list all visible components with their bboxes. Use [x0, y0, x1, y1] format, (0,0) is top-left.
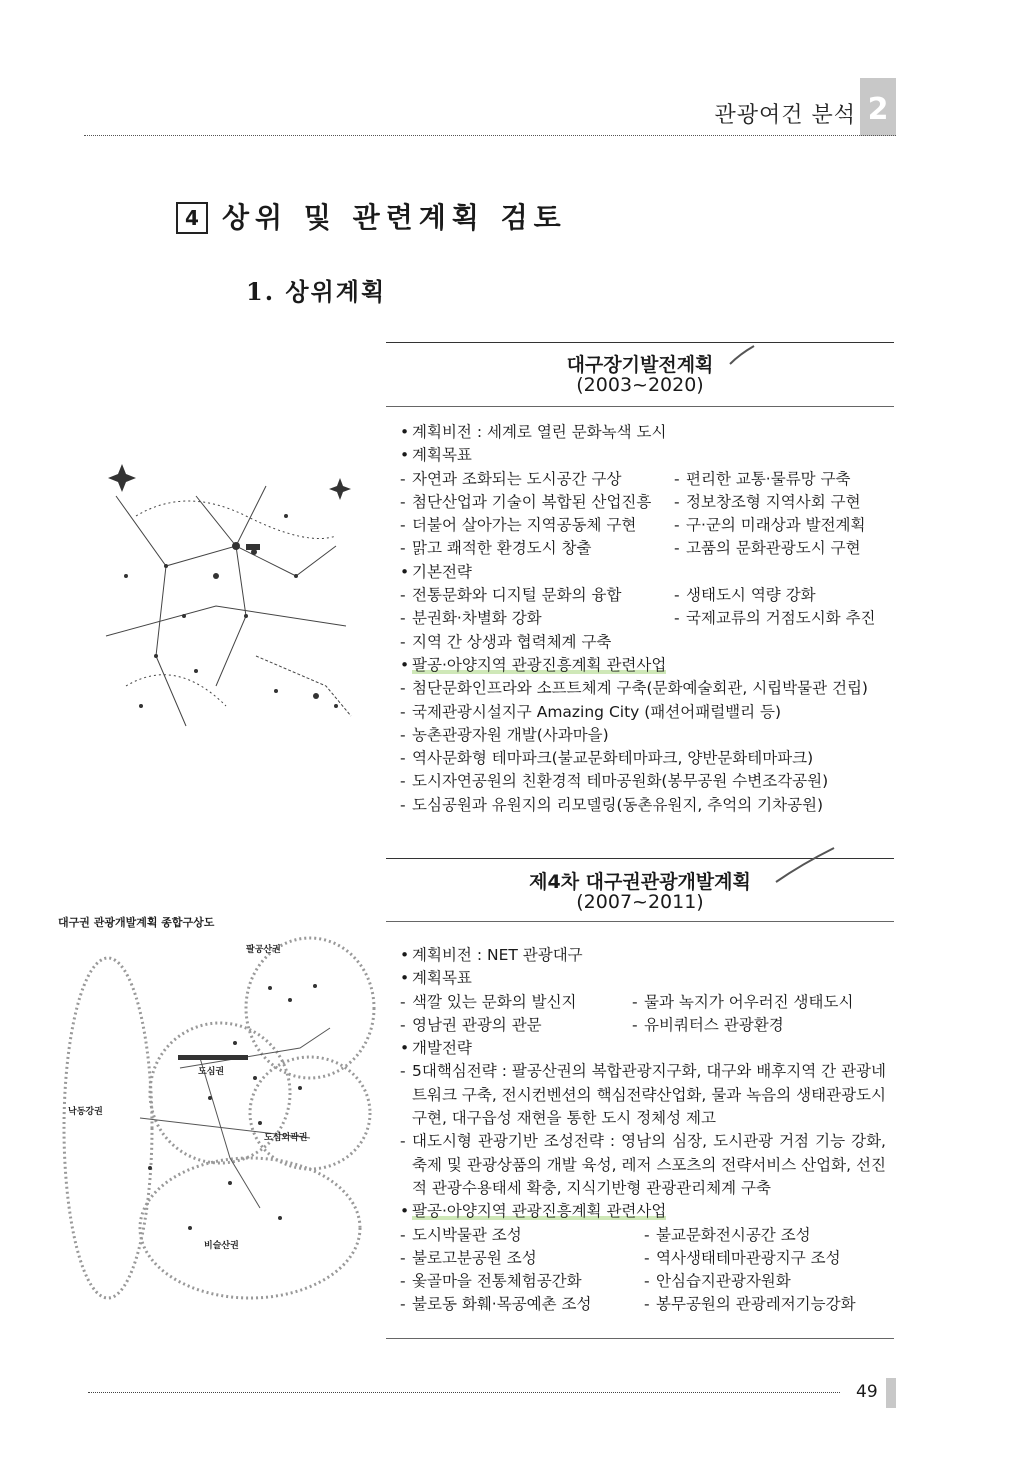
- goal-text: 영남권 관광의 관문: [412, 1015, 542, 1034]
- plan1-header-rule: [386, 406, 894, 407]
- subsection-title: 1. 상위계획: [246, 277, 387, 306]
- project-text: 불로동 화훼·목공예촌 조성: [412, 1295, 592, 1314]
- goal-text: - 구·군의 미래상과 발전계획: [674, 514, 866, 537]
- strategy-text: 분권화·차별화 강화: [412, 609, 542, 628]
- project-text: - 역사생태테마관광지구 조성: [644, 1247, 841, 1270]
- goal-text: - 유비쿼터스 관광환경: [632, 1014, 784, 1037]
- goal-text: 색깔 있는 문화의 발신지: [412, 992, 577, 1011]
- map-caption: 대구권 관광개발계획 종합구상도: [58, 916, 215, 929]
- list-item: [400, 1270, 890, 1293]
- list-item: - 역사문화형 테마파크(불교문화테마파크, 양반문화테마파크): [400, 747, 894, 770]
- chapter-number-tab: 2: [860, 78, 896, 136]
- list-item: - 5대핵심전략 : 팔공산권의 복합관광지구화, 대구와 배후지역 간 관광네트워크 구축, 전시컨벤션의 핵심전략산업화, 물과 녹음의 생태관광도시 구현, 대구읍성 재현을 통한 도시 정체성 제고: [400, 1060, 890, 1130]
- project-text: - 불교문화전시공간 조성: [644, 1224, 811, 1247]
- plan2-bottom-rule: [386, 1338, 894, 1339]
- section-title: 상위 및 관련계획 검토: [222, 201, 567, 234]
- project-text: 옻골마을 전통체험공간화: [412, 1272, 582, 1291]
- plan1-vision: • 계획비전 : 세계로 열린 문화녹색 도시: [400, 421, 894, 444]
- project-text: 도시박물관 조성: [412, 1225, 522, 1244]
- project-text: - 안심습지관광자원화: [644, 1270, 791, 1293]
- list-item: [400, 1224, 890, 1247]
- section-number-box: 4: [176, 202, 208, 234]
- plan2-content: [400, 944, 890, 1317]
- plan1-goals-label: • 계획목표: [400, 444, 894, 467]
- related-label-text: 팔공·아양지역 관광진흥계획 관련사업: [412, 655, 667, 674]
- chapter-title: 관광여건 분석: [714, 103, 856, 128]
- list-item: - 지역 간 상생과 협력체계 구축: [400, 631, 894, 654]
- list-item: - 농촌관광자원 개발(사과마을): [400, 724, 894, 747]
- strategy-text: - 생태도시 역량 강화: [674, 584, 816, 607]
- list-item: - 도심공원과 유원지의 리모델링(동촌유원지, 추억의 기차공원): [400, 794, 894, 817]
- list-item: [400, 491, 894, 514]
- project-text: - 봉무공원의 관광레저기능강화: [644, 1293, 856, 1316]
- zone-label: 비슬산권: [204, 1241, 239, 1251]
- list-item: [400, 607, 894, 630]
- project-text: 불로고분공원 조성: [412, 1248, 537, 1267]
- zone-label: 낙동강권: [68, 1107, 103, 1117]
- goal-text: - 편리한 교통·물류망 구축: [674, 468, 851, 491]
- list-item: [400, 468, 894, 491]
- header-divider: [84, 135, 896, 136]
- goal-text: 맑고 쾌적한 환경도시 창출: [412, 539, 592, 558]
- list-item: [400, 537, 894, 560]
- page-number: 49: [856, 1382, 878, 1402]
- zone-label: 도심외곽권: [264, 1133, 308, 1143]
- plan1-top-rule: [386, 342, 894, 343]
- page-tab-bar: [886, 1378, 896, 1408]
- zone-label: 도심권: [198, 1067, 225, 1077]
- plan1-strategy-label: • 기본전략: [400, 561, 894, 584]
- list-item: [400, 1014, 890, 1037]
- plan2-period: (2007~2011): [576, 891, 704, 913]
- plan2-header-rule: [386, 921, 894, 922]
- daegu-plan-map: [96, 456, 358, 740]
- goal-text: - 정보창조형 지역사회 구현: [674, 491, 861, 514]
- plan1-related-label: [400, 654, 894, 677]
- plan2-related-label: [400, 1200, 890, 1223]
- plan1-content: [400, 421, 894, 817]
- list-item: [400, 1247, 890, 1270]
- plan2-strategy-label: • 개발전략: [400, 1037, 890, 1060]
- zone-label: 팔공산권: [246, 945, 281, 955]
- plan2-vision: • 계획비전 : NET 관광대구: [400, 944, 890, 967]
- strategy-text: - 국제교류의 거점도시화 추진: [674, 607, 876, 630]
- strategy-text: 전통문화와 디지털 문화의 융합: [412, 586, 622, 605]
- plan1-period: (2003~2020): [576, 374, 704, 396]
- plan1-title: 대구장기발전계획: [566, 354, 714, 376]
- tourism-zone-map: [60, 928, 380, 1320]
- list-item: [400, 1293, 890, 1316]
- goal-text: - 물과 녹지가 어우러진 생태도시: [632, 991, 853, 1014]
- footer-divider: [88, 1392, 840, 1393]
- pen-mark-icon: [772, 846, 836, 886]
- plan2-goals-label: • 계획목표: [400, 967, 890, 990]
- list-item: [400, 584, 894, 607]
- plan2-title: 제4차 대구권관광개발계획: [529, 871, 751, 893]
- goal-text: - 고품의 문화관광도시 구현: [674, 537, 861, 560]
- list-item: [400, 514, 894, 537]
- list-item: - 국제관광시설지구 Amazing City (패션어패럴밸리 등): [400, 701, 894, 724]
- list-item: [400, 991, 890, 1014]
- goal-text: 더불어 살아가는 지역공동체 구현: [412, 516, 637, 535]
- goal-text: 첨단산업과 기술이 복합된 산업진흥: [412, 492, 652, 511]
- goal-text: 자연과 조화되는 도시공간 구상: [412, 469, 622, 488]
- list-item: - 대도시형 관광기반 조성전략 : 영남의 심장, 도시관광 거점 기능 강화, 축제 및 관광상품의 개발 육성, 레저 스포츠의 전략서비스 산업화, 선진적 관광수용태세 확충, 지식기반형 관광관리체계 구축: [400, 1130, 890, 1200]
- pen-mark-icon: [728, 344, 756, 368]
- list-item: - 도시자연공원의 친환경적 테마공원화(봉무공원 수변조각공원): [400, 770, 894, 793]
- list-item: - 첨단문화인프라와 소프트체계 구축(문화예술회관, 시립박물관 건립): [400, 677, 894, 700]
- related-label-text: 팔공·아양지역 관광진흥계획 관련사업: [412, 1202, 667, 1221]
